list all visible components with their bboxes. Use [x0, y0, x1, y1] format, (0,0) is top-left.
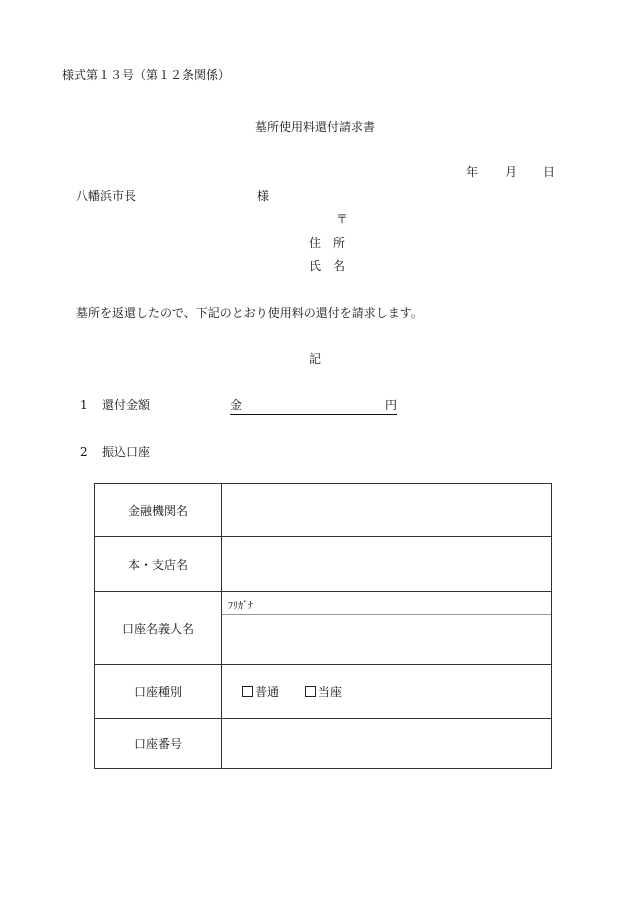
document-title: 墓所使用料還付請求書 — [254, 120, 375, 134]
branch-field[interactable] — [222, 537, 552, 592]
table-row — [95, 719, 552, 769]
holder-name-field[interactable] — [222, 615, 551, 663]
date-year-label: 年 — [466, 165, 479, 179]
address-label: 住 所 — [309, 236, 346, 250]
option-label: 当座 — [317, 685, 342, 699]
table-row — [95, 592, 552, 665]
refund-amount-label: 還付金額 — [102, 398, 151, 412]
branch-label: 本・支店名 — [95, 537, 222, 592]
account-number-label: 口座番号 — [95, 719, 222, 769]
furigana-field[interactable] — [222, 592, 551, 615]
institution-label: 金融機関名 — [95, 484, 222, 537]
checkbox-icon[interactable] — [242, 686, 253, 697]
form-number: 様式第１３号（第１２条関係） — [62, 68, 231, 82]
addressee-name: 八幡浜市長 — [76, 189, 137, 203]
holder-cell — [222, 592, 552, 665]
account-type-option-current[interactable] — [305, 683, 342, 700]
refund-amount-field[interactable] — [230, 398, 397, 415]
date-month-label: 月 — [505, 165, 518, 179]
addressee-honorific: 様 — [257, 189, 270, 203]
holder-label: 口座名義人名 — [95, 592, 222, 665]
ki-heading: 記 — [308, 352, 321, 366]
option-label: 普通 — [255, 685, 280, 699]
transfer-account-label: 振込口座 — [102, 445, 151, 459]
amount-prefix: 金 — [230, 398, 243, 412]
institution-field[interactable] — [222, 484, 552, 537]
account-type-label: 口座種別 — [95, 665, 222, 719]
account-type-options — [222, 665, 552, 719]
item-number-2: 2 — [80, 445, 88, 459]
checkbox-icon[interactable] — [305, 686, 316, 697]
date-day-label: 日 — [543, 165, 556, 179]
furigana-label: ﾌﾘｶﾞﾅ — [228, 601, 253, 612]
request-statement: 墓所を返還したので、下記のとおり使用料の還付を請求します。 — [76, 306, 423, 320]
table-row — [95, 665, 552, 719]
account-number-field[interactable] — [222, 719, 552, 769]
table-row — [95, 537, 552, 592]
bank-account-table — [94, 483, 552, 769]
item-number-1: 1 — [80, 398, 88, 412]
amount-suffix: 円 — [384, 398, 397, 412]
account-type-option-regular[interactable] — [242, 683, 279, 700]
postal-mark: 〒 — [336, 212, 349, 226]
name-label: 氏 名 — [309, 259, 346, 273]
table-row — [95, 484, 552, 537]
